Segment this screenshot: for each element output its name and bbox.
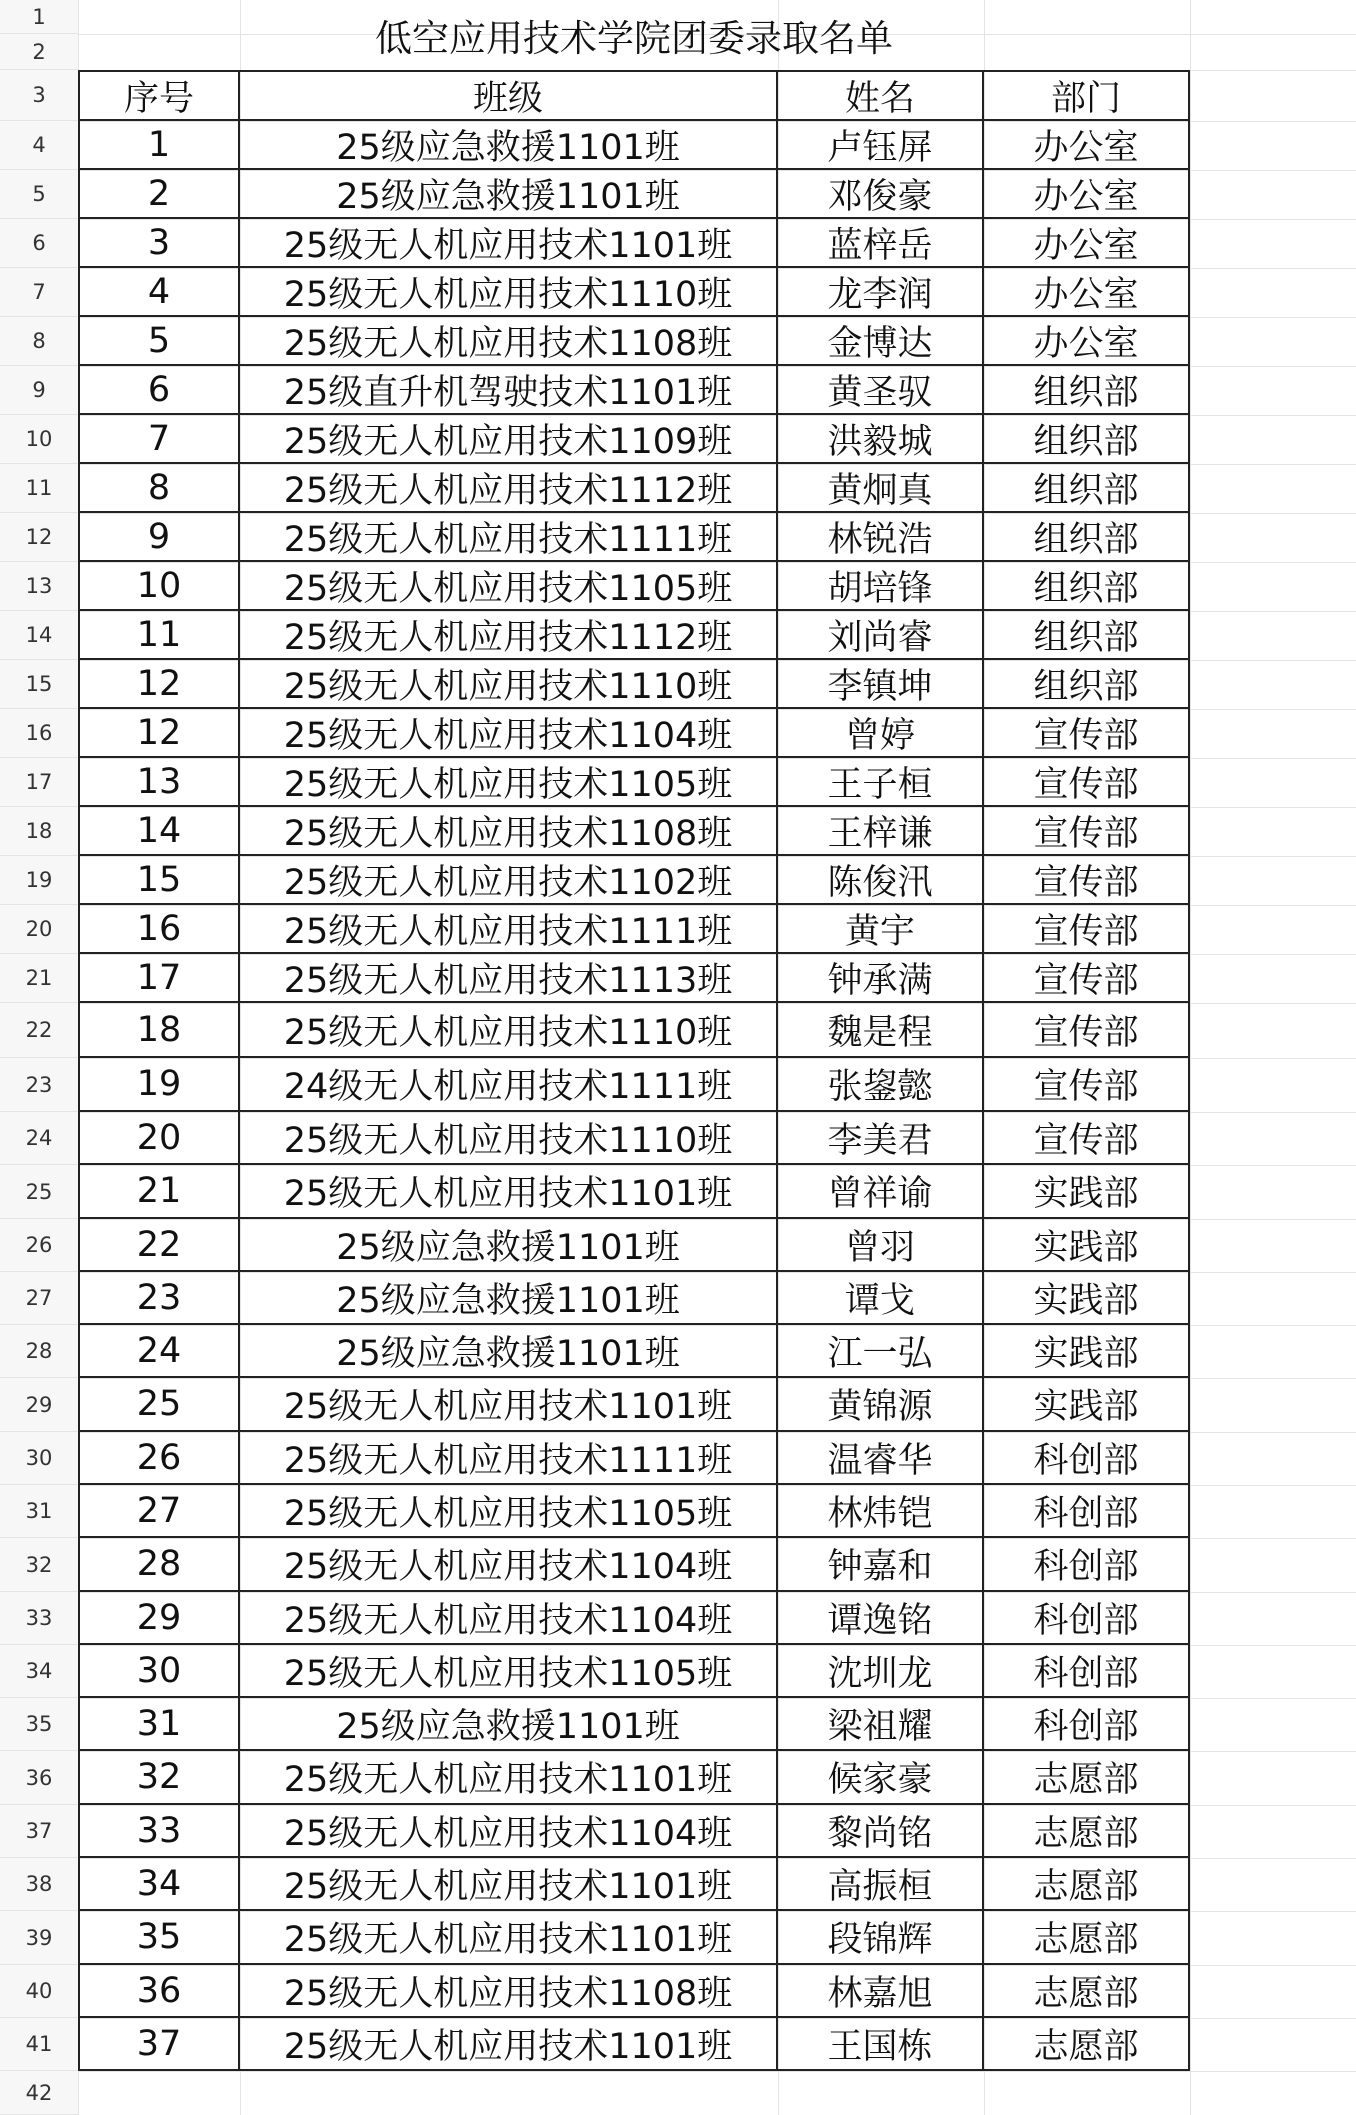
row-number[interactable]: 28	[0, 1325, 78, 1378]
cell-class[interactable]: 25级无人机应用技术1109班	[240, 415, 778, 464]
row-number[interactable]: 5	[0, 170, 78, 219]
cell-name[interactable]: 金博达	[778, 317, 984, 366]
table-row	[78, 121, 1190, 170]
cell-department[interactable]: 科创部	[984, 1432, 1190, 1485]
table-row	[78, 807, 1190, 856]
table-header-row	[78, 70, 1190, 121]
cell-number[interactable]: 37	[78, 2018, 240, 2071]
table-row	[78, 660, 1190, 709]
cell-number[interactable]: 1	[78, 121, 240, 170]
row-number[interactable]: 3	[0, 70, 78, 121]
cell-department[interactable]: 实践部	[984, 1219, 1190, 1272]
cell-department[interactable]: 组织部	[984, 366, 1190, 415]
cell-name[interactable]: 李美君	[778, 1112, 984, 1165]
cell-class[interactable]: 25级应急救援1101班	[240, 1219, 778, 1272]
cell-department[interactable]: 志愿部	[984, 1965, 1190, 2018]
cell-number[interactable]: 28	[78, 1538, 240, 1592]
cell-department[interactable]: 组织部	[984, 415, 1190, 464]
cell-class[interactable]: 25级应急救援1101班	[240, 170, 778, 219]
cell-class[interactable]: 25级无人机应用技术1111班	[240, 905, 778, 954]
table-row	[78, 1219, 1190, 1272]
cell-department[interactable]: 科创部	[984, 1592, 1190, 1645]
cell-name[interactable]: 黄圣驭	[778, 366, 984, 415]
cell-department[interactable]: 志愿部	[984, 1911, 1190, 1965]
cell-class[interactable]: 25级无人机应用技术1105班	[240, 758, 778, 807]
cell-number[interactable]: 5	[78, 317, 240, 366]
cell-class[interactable]: 25级无人机应用技术1101班	[240, 1858, 778, 1911]
cell-number[interactable]: 23	[78, 1272, 240, 1325]
cell-number[interactable]: 22	[78, 1219, 240, 1272]
cell-department[interactable]: 实践部	[984, 1272, 1190, 1325]
cell-number[interactable]: 34	[78, 1858, 240, 1911]
row-number[interactable]: 9	[0, 366, 78, 415]
cell-class[interactable]: 25级应急救援1101班	[240, 1272, 778, 1325]
row-number[interactable]: 18	[0, 807, 78, 856]
cell-department[interactable]: 志愿部	[984, 1805, 1190, 1858]
cell-department[interactable]: 宣传部	[984, 758, 1190, 807]
table-row	[78, 1538, 1190, 1592]
cell-name[interactable]: 卢钰屏	[778, 121, 984, 170]
cell-number[interactable]: 11	[78, 611, 240, 660]
cell-class[interactable]: 25级无人机应用技术1110班	[240, 268, 778, 317]
cell-name[interactable]: 沈圳龙	[778, 1645, 984, 1698]
row-number[interactable]: 38	[0, 1858, 78, 1911]
cell-name[interactable]: 高振桓	[778, 1858, 984, 1911]
cell-department[interactable]: 宣传部	[984, 709, 1190, 758]
table-row	[78, 709, 1190, 758]
cell-class[interactable]: 25级无人机应用技术1105班	[240, 1645, 778, 1698]
cell-name[interactable]: 刘尚睿	[778, 611, 984, 660]
row-number[interactable]: 10	[0, 415, 78, 464]
sheet-title[interactable]: 低空应用技术学院团委录取名单	[375, 17, 893, 60]
cell-number[interactable]: 32	[78, 1751, 240, 1805]
cell-number[interactable]: 3	[78, 219, 240, 268]
cell-name[interactable]: 梁祖耀	[778, 1698, 984, 1751]
cell-name[interactable]: 钟嘉和	[778, 1538, 984, 1592]
row-number[interactable]: 32	[0, 1538, 78, 1592]
table-row	[78, 954, 1190, 1003]
cell-name[interactable]: 龙李润	[778, 268, 984, 317]
cell-name[interactable]: 胡培锋	[778, 562, 984, 611]
row-number[interactable]: 2	[0, 34, 78, 70]
cell-department[interactable]: 宣传部	[984, 1003, 1190, 1058]
cell-department[interactable]: 宣传部	[984, 1112, 1190, 1165]
row-number[interactable]: 11	[0, 464, 78, 513]
row-number[interactable]: 17	[0, 758, 78, 807]
cell-class[interactable]: 25级无人机应用技术1101班	[240, 2018, 778, 2071]
table-row	[78, 1858, 1190, 1911]
cell-name[interactable]: 段锦辉	[778, 1911, 984, 1965]
cell-department[interactable]: 宣传部	[984, 954, 1190, 1003]
cell-department[interactable]: 办公室	[984, 121, 1190, 170]
cell-class[interactable]: 25级无人机应用技术1101班	[240, 1165, 778, 1219]
cell-number[interactable]: 24	[78, 1325, 240, 1378]
cell-class[interactable]: 25级无人机应用技术1101班	[240, 1751, 778, 1805]
cell-class[interactable]: 25级无人机应用技术1108班	[240, 807, 778, 856]
cell-number[interactable]: 2	[78, 170, 240, 219]
table-row	[78, 219, 1190, 268]
row-number[interactable]: 22	[0, 1003, 78, 1058]
cell-class[interactable]: 25级无人机应用技术1108班	[240, 317, 778, 366]
row-number[interactable]: 16	[0, 709, 78, 758]
cell-number[interactable]: 13	[78, 758, 240, 807]
table-row	[78, 1592, 1190, 1645]
cell-department[interactable]: 志愿部	[984, 1858, 1190, 1911]
header-cell-department[interactable]: 部门	[984, 70, 1190, 121]
table-row	[78, 1751, 1190, 1805]
row-number[interactable]: 42	[0, 2071, 78, 2115]
cell-department[interactable]: 宣传部	[984, 905, 1190, 954]
cell-number[interactable]: 30	[78, 1645, 240, 1698]
cell-name[interactable]: 曾祥谕	[778, 1165, 984, 1219]
row-number[interactable]: 34	[0, 1645, 78, 1698]
row-number[interactable]: 7	[0, 268, 78, 317]
cell-number[interactable]: 12	[78, 660, 240, 709]
table-row	[78, 366, 1190, 415]
cell-class[interactable]: 25级无人机应用技术1104班	[240, 1805, 778, 1858]
cell-class[interactable]: 25级无人机应用技术1108班	[240, 1965, 778, 2018]
cell-class[interactable]: 25级应急救援1101班	[240, 1698, 778, 1751]
cell-department[interactable]: 办公室	[984, 317, 1190, 366]
row-number[interactable]: 40	[0, 1965, 78, 2018]
cell-department[interactable]: 办公室	[984, 170, 1190, 219]
table-row	[78, 1485, 1190, 1538]
cell-class[interactable]: 25级无人机应用技术1101班	[240, 1378, 778, 1432]
cell-name[interactable]: 候家豪	[778, 1751, 984, 1805]
table-row	[78, 464, 1190, 513]
table-row	[78, 1112, 1190, 1165]
table-row	[78, 758, 1190, 807]
row-number[interactable]: 30	[0, 1432, 78, 1485]
cell-department[interactable]: 实践部	[984, 1165, 1190, 1219]
row-number[interactable]: 13	[0, 562, 78, 611]
table-row	[78, 905, 1190, 954]
cell-class[interactable]: 25级无人机应用技术1104班	[240, 709, 778, 758]
cell-number[interactable]: 20	[78, 1112, 240, 1165]
cell-department[interactable]: 宣传部	[984, 1058, 1190, 1112]
cell-class[interactable]: 25级无人机应用技术1113班	[240, 954, 778, 1003]
grid-line-vertical	[1190, 0, 1191, 2115]
cell-department[interactable]: 科创部	[984, 1698, 1190, 1751]
table-row	[78, 513, 1190, 562]
cell-number[interactable]: 33	[78, 1805, 240, 1858]
table-row	[78, 1165, 1190, 1219]
cell-department[interactable]: 志愿部	[984, 1751, 1190, 1805]
cell-name[interactable]: 蓝梓岳	[778, 219, 984, 268]
cell-department[interactable]: 办公室	[984, 268, 1190, 317]
cell-number[interactable]: 27	[78, 1485, 240, 1538]
header-cell-number[interactable]: 序号	[78, 70, 240, 121]
cell-name[interactable]: 洪毅城	[778, 415, 984, 464]
cell-class[interactable]: 25级无人机应用技术1110班	[240, 1003, 778, 1058]
cell-name[interactable]: 曾婷	[778, 709, 984, 758]
cell-number[interactable]: 26	[78, 1432, 240, 1485]
row-number[interactable]: 41	[0, 2018, 78, 2071]
table-row	[78, 415, 1190, 464]
cell-name[interactable]: 黄锦源	[778, 1378, 984, 1432]
cell-number[interactable]: 7	[78, 415, 240, 464]
cell-number[interactable]: 12	[78, 709, 240, 758]
cell-name[interactable]: 黄宇	[778, 905, 984, 954]
cell-number[interactable]: 16	[78, 905, 240, 954]
cell-name[interactable]: 王梓谦	[778, 807, 984, 856]
table-row	[78, 1805, 1190, 1858]
cell-department[interactable]: 志愿部	[984, 2018, 1190, 2071]
cell-name[interactable]: 谭逸铭	[778, 1592, 984, 1645]
cell-name[interactable]: 曾羽	[778, 1219, 984, 1272]
cell-number[interactable]: 6	[78, 366, 240, 415]
row-number[interactable]: 14	[0, 611, 78, 660]
cell-department[interactable]: 组织部	[984, 660, 1190, 709]
cell-name[interactable]: 李镇坤	[778, 660, 984, 709]
cell-number[interactable]: 31	[78, 1698, 240, 1751]
cell-name[interactable]: 魏是程	[778, 1003, 984, 1058]
cell-number[interactable]: 25	[78, 1378, 240, 1432]
cell-class[interactable]: 25级无人机应用技术1105班	[240, 1485, 778, 1538]
row-number[interactable]: 15	[0, 660, 78, 709]
cell-department[interactable]: 组织部	[984, 464, 1190, 513]
cell-name[interactable]: 林嘉旭	[778, 1965, 984, 2018]
table-row	[78, 611, 1190, 660]
table-row	[78, 1272, 1190, 1325]
row-number[interactable]: 19	[0, 856, 78, 905]
cell-department[interactable]: 组织部	[984, 513, 1190, 562]
cell-number[interactable]: 10	[78, 562, 240, 611]
table-row	[78, 1378, 1190, 1432]
cell-number[interactable]: 29	[78, 1592, 240, 1645]
table-row	[78, 268, 1190, 317]
row-number[interactable]: 31	[0, 1485, 78, 1538]
cell-class[interactable]: 25级无人机应用技术1104班	[240, 1592, 778, 1645]
row-number[interactable]: 37	[0, 1805, 78, 1858]
cell-number[interactable]: 4	[78, 268, 240, 317]
row-number[interactable]: 24	[0, 1112, 78, 1165]
cell-name[interactable]: 王国栋	[778, 2018, 984, 2071]
cell-number[interactable]: 35	[78, 1911, 240, 1965]
cell-name[interactable]: 温睿华	[778, 1432, 984, 1485]
cell-number[interactable]: 19	[78, 1058, 240, 1112]
cell-department[interactable]: 实践部	[984, 1325, 1190, 1378]
cell-class[interactable]: 25级无人机应用技术1112班	[240, 464, 778, 513]
table-row	[78, 1003, 1190, 1058]
cell-class[interactable]: 25级无人机应用技术1104班	[240, 1538, 778, 1592]
table-row	[78, 562, 1190, 611]
cell-department[interactable]: 实践部	[984, 1378, 1190, 1432]
row-number[interactable]: 39	[0, 1911, 78, 1965]
row-number[interactable]: 12	[0, 513, 78, 562]
cell-number[interactable]: 18	[78, 1003, 240, 1058]
table-row	[78, 317, 1190, 366]
grid-line-horizontal	[0, 2071, 1356, 2072]
cell-class[interactable]: 25级无人机应用技术1101班	[240, 219, 778, 268]
cell-name[interactable]: 黄炯真	[778, 464, 984, 513]
table-row	[78, 1645, 1190, 1698]
cell-number[interactable]: 14	[78, 807, 240, 856]
cell-class[interactable]: 25级应急救援1101班	[240, 121, 778, 170]
row-number[interactable]: 20	[0, 905, 78, 954]
table-row	[78, 2018, 1190, 2071]
row-number[interactable]: 6	[0, 219, 78, 268]
cell-name[interactable]: 黎尚铭	[778, 1805, 984, 1858]
row-number[interactable]: 33	[0, 1592, 78, 1645]
row-number[interactable]: 35	[0, 1698, 78, 1751]
cell-name[interactable]: 张鋆懿	[778, 1058, 984, 1112]
row-number[interactable]: 1	[0, 0, 78, 34]
row-number[interactable]: 8	[0, 317, 78, 366]
cell-class[interactable]: 25级无人机应用技术1111班	[240, 1432, 778, 1485]
row-number[interactable]: 26	[0, 1219, 78, 1272]
row-number[interactable]: 27	[0, 1272, 78, 1325]
cell-name[interactable]: 钟承满	[778, 954, 984, 1003]
cell-department[interactable]: 办公室	[984, 219, 1190, 268]
row-number[interactable]: 21	[0, 954, 78, 1003]
row-number[interactable]: 25	[0, 1165, 78, 1219]
cell-number[interactable]: 21	[78, 1165, 240, 1219]
cell-class[interactable]: 25级无人机应用技术1110班	[240, 1112, 778, 1165]
cell-department[interactable]: 科创部	[984, 1485, 1190, 1538]
cell-department[interactable]: 科创部	[984, 1538, 1190, 1592]
cell-class[interactable]: 25级应急救援1101班	[240, 1325, 778, 1378]
table-row	[78, 1698, 1190, 1751]
row-number[interactable]: 29	[0, 1378, 78, 1432]
cell-name[interactable]: 陈俊汛	[778, 856, 984, 905]
row-number[interactable]: 36	[0, 1751, 78, 1805]
cell-name[interactable]: 江一弘	[778, 1325, 984, 1378]
cell-number[interactable]: 15	[78, 856, 240, 905]
cell-class[interactable]: 25级无人机应用技术1101班	[240, 1911, 778, 1965]
header-cell-name[interactable]: 姓名	[778, 70, 984, 121]
cell-class[interactable]: 24级无人机应用技术1111班	[240, 1058, 778, 1112]
row-number[interactable]: 4	[0, 121, 78, 170]
table-row	[78, 1965, 1190, 2018]
cell-name[interactable]: 邓俊豪	[778, 170, 984, 219]
cell-department[interactable]: 组织部	[984, 611, 1190, 660]
cell-class[interactable]: 25级无人机应用技术1102班	[240, 856, 778, 905]
cell-department[interactable]: 宣传部	[984, 807, 1190, 856]
cell-number[interactable]: 36	[78, 1965, 240, 2018]
cell-class[interactable]: 25级无人机应用技术1112班	[240, 611, 778, 660]
table-row	[78, 1058, 1190, 1112]
cell-name[interactable]: 王子桓	[778, 758, 984, 807]
cell-department[interactable]: 组织部	[984, 562, 1190, 611]
cell-class[interactable]: 25级无人机应用技术1110班	[240, 660, 778, 709]
cell-number[interactable]: 9	[78, 513, 240, 562]
table-row	[78, 856, 1190, 905]
cell-name[interactable]: 林锐浩	[778, 513, 984, 562]
table-row	[78, 1432, 1190, 1485]
cell-department[interactable]: 科创部	[984, 1645, 1190, 1698]
row-number[interactable]: 23	[0, 1058, 78, 1112]
table-row	[78, 170, 1190, 219]
cell-class[interactable]: 25级无人机应用技术1105班	[240, 562, 778, 611]
cell-name[interactable]: 林炜铠	[778, 1485, 984, 1538]
cell-class[interactable]: 25级无人机应用技术1111班	[240, 513, 778, 562]
cell-department[interactable]: 宣传部	[984, 856, 1190, 905]
cell-number[interactable]: 17	[78, 954, 240, 1003]
cell-class[interactable]: 25级直升机驾驶技术1101班	[240, 366, 778, 415]
table-row	[78, 1911, 1190, 1965]
cell-name[interactable]: 谭戈	[778, 1272, 984, 1325]
table-row	[78, 1325, 1190, 1378]
header-cell-class[interactable]: 班级	[240, 70, 778, 121]
cell-number[interactable]: 8	[78, 464, 240, 513]
